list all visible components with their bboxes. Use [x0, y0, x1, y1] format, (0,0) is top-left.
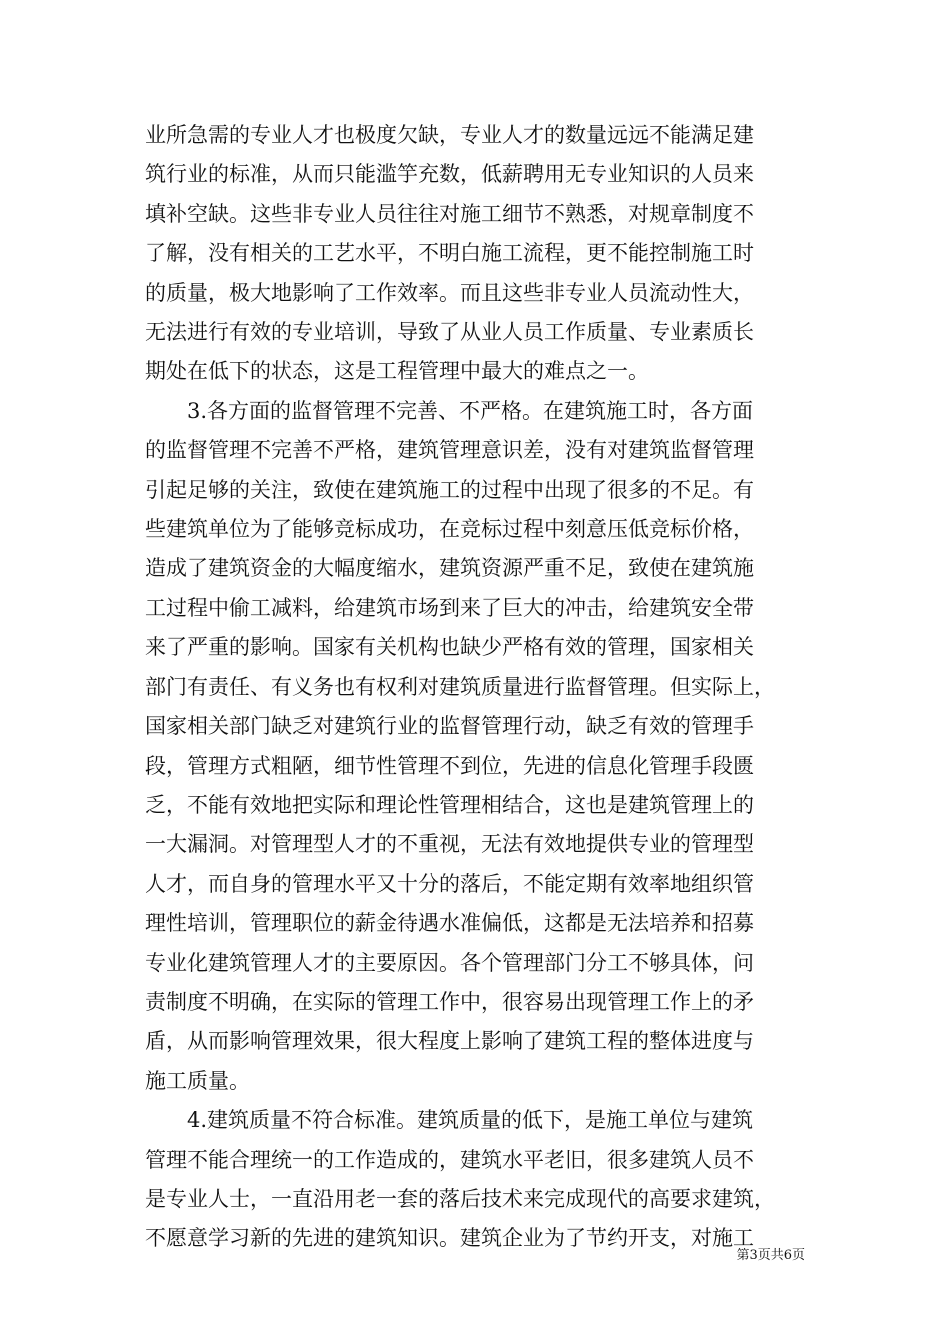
text-line: 的质量，极大地影响了工作效率。而且这些非专业人员流动性大，: [145, 280, 754, 305]
page-number-footer: 第3页共6页: [736, 1248, 805, 1263]
text-line: 管理不能合理统一的工作造成的，建筑水平老旧，很多建筑人员不: [145, 1147, 754, 1172]
text-line: 乏，不能有效地把实际和理论性管理相结合，这也是建筑管理上的: [145, 792, 754, 817]
text-line: 是专业人士，一直沿用老一套的落后技术来完成现代的高要求建筑，: [145, 1186, 775, 1211]
text-line: 国家相关部门缺乏对建筑行业的监督管理行动，缺乏有效的管理手: [145, 714, 754, 739]
text-line: 部门有责任、有义务也有权利对建筑质量进行监督管理。但实际上，: [145, 674, 775, 699]
text-line: 理性培训，管理职位的薪金待遇水准偏低，这都是无法培养和招募: [145, 911, 754, 936]
text-line: 专业化建筑管理人才的主要原因。各个管理部门分工不够具体，问: [145, 950, 754, 975]
text-line: 造成了建筑资金的大幅度缩水，建筑资源严重不足，致使在建筑施: [145, 556, 754, 581]
text-line: 责制度不明确，在实际的管理工作中，很容易出现管理工作上的矛: [145, 989, 754, 1014]
text-line: 一大漏洞。对管理型人才的不重视，无法有效地提供专业的管理型: [145, 832, 754, 857]
text-line: 筑行业的标准，从而只能滥竽充数，低薪聘用无专业知识的人员来: [145, 162, 754, 187]
text-line: 人才，而自身的管理水平又十分的落后，不能定期有效率地组织管: [145, 871, 754, 896]
text-line: 业所急需的专业人才也极度欠缺，专业人才的数量远远不能满足建: [145, 123, 754, 147]
text-line: 施工质量。: [145, 1068, 250, 1093]
paragraph-2: [145, 392, 805, 1101]
text-line: 引起足够的关注，致使在建筑施工的过程中出现了很多的不足。有: [145, 477, 754, 502]
paragraph-1: [145, 116, 805, 392]
text-line: 来了严重的影响。国家有关机构也缺少严格有效的管理，国家相关: [145, 635, 754, 660]
text-line: 盾，从而影响管理效果，很大程度上影响了建筑工程的整体进度与: [145, 1029, 754, 1054]
text-line: 段，管理方式粗陋，细节性管理不到位，先进的信息化管理手段匮: [145, 753, 754, 778]
paragraph-3: [145, 1101, 805, 1259]
text-line: 了解，没有相关的工艺水平，不明白施工流程，更不能控制施工时: [145, 241, 754, 266]
text-line: 填补空缺。这些非专业人员往往对施工细节不熟悉，对规章制度不: [145, 201, 754, 226]
text-line: 工过程中偷工减料，给建筑市场到来了巨大的冲击，给建筑安全带: [145, 595, 754, 620]
text-line: 的监督管理不完善不严格，建筑管理意识差，没有对建筑监督管理: [145, 438, 754, 463]
text-line: 无法进行有效的专业培训，导致了从业人员工作质量、专业素质长: [145, 320, 754, 345]
text-line: 3.各方面的监督管理不完善、不严格。在建筑施工时，各方面: [145, 398, 754, 423]
text-line: 些建筑单位为了能够竞标成功，在竞标过程中刻意压低竞标价格，: [145, 517, 754, 542]
text-line: 4.建筑质量不符合标准。建筑质量的低下，是施工单位与建筑: [145, 1108, 754, 1133]
document-body: [145, 116, 805, 1259]
text-line: 不愿意学习新的先进的建筑知识。建筑企业为了节约开支，对施工: [145, 1226, 754, 1251]
text-line: 期处在低下的状态，这是工程管理中最大的难点之一。: [145, 359, 649, 384]
